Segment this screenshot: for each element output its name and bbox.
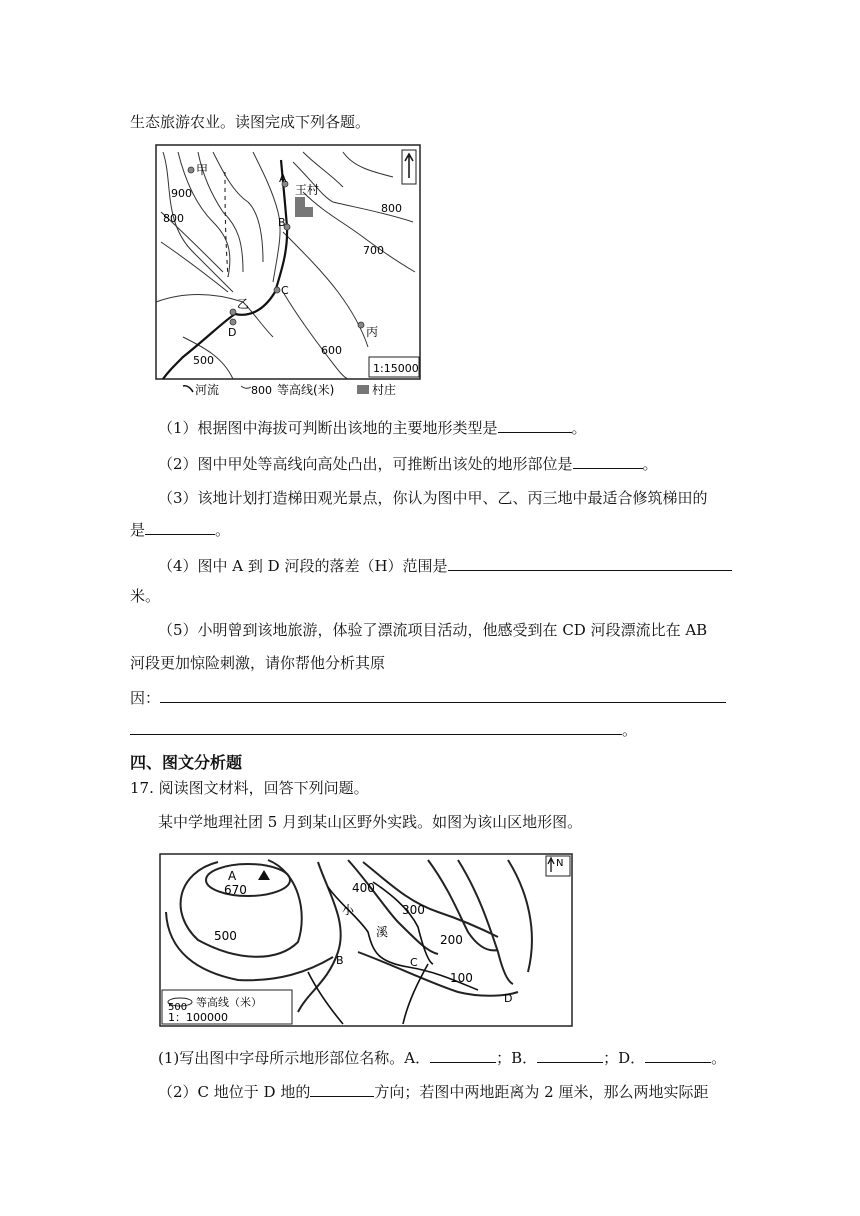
legend-river: 河流 <box>195 383 220 397</box>
answer-blank[interactable] <box>145 518 215 535</box>
answer-blank[interactable] <box>130 718 622 735</box>
legend-contour: 等高线(米) <box>277 383 335 397</box>
q16-5b: 河段更加惊险刺激，请你帮他分析其原 <box>130 654 386 672</box>
map2-peak-elevation: 670 <box>224 883 247 897</box>
map2-contour-label: 100 <box>450 971 473 985</box>
q17-stem: 17. 阅读图文材料，回答下列问题。 <box>130 779 369 797</box>
section-title: 四、图文分析题 <box>130 753 243 772</box>
map2-label-D: D <box>504 992 513 1005</box>
q17-material: 某中学地理社团 5 月到某山区野外实践。如图为该山区地形图。 <box>158 813 583 831</box>
topographic-map-mountain-area <box>158 852 574 1030</box>
q16-3b: 是 。 <box>130 518 230 540</box>
map2-label-B: B <box>336 954 344 967</box>
answer-blank[interactable] <box>448 554 732 571</box>
map2-label-C: C <box>410 956 418 969</box>
legend-contour-number: 800 <box>251 384 272 397</box>
q16-1: （1）根据图中海拔可判断出该地的主要地形类型是 。 <box>158 416 587 438</box>
legend-village: 村庄 <box>372 383 397 397</box>
q16-3a: （3）该地计划打造梯田观光景点，你认为图中甲、乙、丙三地中最适合修筑梯田的 <box>158 489 708 507</box>
label-village: 王村 <box>295 183 320 197</box>
q16-5c: 因： <box>130 686 726 708</box>
map2-legend-number: 500 <box>168 1002 188 1013</box>
contour-label: 700 <box>363 244 384 257</box>
label-D: D <box>228 326 237 339</box>
label-jia: 甲 <box>196 163 209 177</box>
map2-scale: 1：100000 <box>168 1011 228 1024</box>
answer-blank[interactable] <box>430 1046 496 1063</box>
q17-1: (1)写出图中字母所示地形部位名称。A． ；B． ；D． 。 <box>158 1046 726 1068</box>
answer-blank[interactable] <box>498 416 572 433</box>
map2-legend-contour: 等高线（米） <box>196 996 262 1009</box>
map2-contour-label: 200 <box>440 933 463 947</box>
q16-5a: （5）小明曾到该地旅游，体验了漂流项目活动，他感受到在 CD 河段漂流比在 AB <box>158 621 708 639</box>
map2-contour-label: 400 <box>352 881 375 895</box>
contour-label: 600 <box>321 344 342 357</box>
q16-5d: 。 <box>130 718 637 740</box>
label-C: C <box>281 284 289 297</box>
answer-blank[interactable] <box>573 452 643 469</box>
label-yi: 乙 <box>237 297 250 311</box>
answer-blank[interactable] <box>310 1080 374 1097</box>
q16-2: （2）图中甲处等高线向高处凸出，可推断出该处的地形部位是 。 <box>158 452 658 474</box>
q16-4b: 米。 <box>130 587 161 605</box>
label-bing: 丙 <box>366 325 379 339</box>
intro-tail: 生态旅游农业。读图完成下列各题。 <box>130 113 371 131</box>
contour-label: 800 <box>163 212 184 225</box>
q16-4: （4）图中 A 到 D 河段的落差（H）范围是 <box>158 554 732 576</box>
q17-2: （2）C 地位于 D 地的 方向；若图中两地距离为 2 厘米，那么两地实际距 <box>158 1080 708 1102</box>
map2-north-label: N <box>556 858 564 869</box>
map2-contour-label: 300 <box>402 903 425 917</box>
map2-river-label: 小 <box>342 903 355 917</box>
contour-label: 500 <box>193 354 214 367</box>
topographic-map-wang-village <box>153 142 423 400</box>
answer-blank[interactable] <box>160 686 726 703</box>
map1-scale: 1:15000 <box>373 362 419 375</box>
label-B: B <box>278 216 286 229</box>
label-A: A <box>279 172 287 185</box>
map2-river-label: 溪 <box>376 925 389 939</box>
answer-blank[interactable] <box>537 1046 603 1063</box>
map2-label-A: A <box>228 869 237 883</box>
contour-label: 900 <box>171 187 192 200</box>
answer-blank[interactable] <box>645 1046 711 1063</box>
map2-contour-label: 500 <box>214 929 237 943</box>
contour-label: 800 <box>381 202 402 215</box>
